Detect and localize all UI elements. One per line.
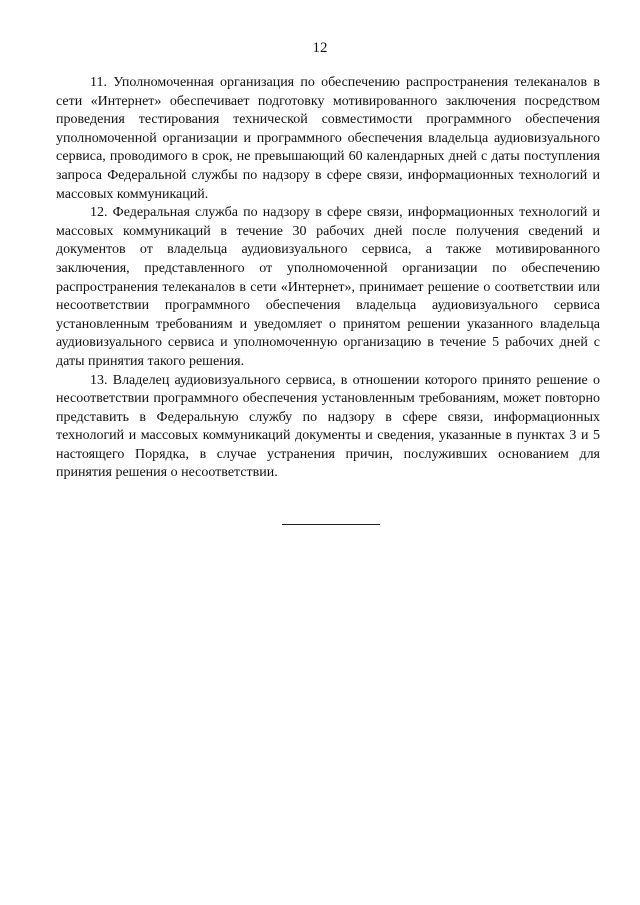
paragraph-13: 13. Владелец аудиовизуального сервиса, в отношении которого принято решение о несоответствии программного обеспечения установленным требованиям, может повторно представить в Федеральную службу по надзору в сфере связи, информационных технологий и массовых коммуникаций документы и сведения, указанные в пунктах 3 и 5 настоящего Порядка, в случае устранения причин, послуживших основанием для принятия решения о несоответствии. [56, 372, 600, 481]
paragraph-12: 12. Федеральная служба по надзору в сфере связи, информационных технологий и массовых коммуникаций в течение 30 рабочих дней после получения сведений и документов от владельца аудиовизуального сервиса, а также мотивированного заключения, представленного от уполномоченной организации по обеспечению распространения телеканалов в сети «Интернет», принимает решение о соответствии или несоответствии программного обеспечения владельца аудиовизуального сервиса установленным требованиям и уведомляет о принятом решении указанного владельца аудиовизуального сервиса и уполномоченную организацию в течение 5 рабочих дней с даты принятия такого решения. [56, 205, 600, 369]
end-separator-line [282, 524, 380, 525]
document-body [56, 74, 600, 483]
paragraph-11: 11. Уполномоченная организация по обеспечению распространения телеканалов в сети «Интернет» обеспечивает подготовку мотивированного заключения посредством проведения тестирования технической совместимости программного обеспечения уполномоченной организации и программного обеспечения владельца аудиовизуального сервиса, проводимого в срок, не превышающий 60 календарных дней с даты поступления запроса Федеральной службы по надзору в сфере связи, информационных технологий и массовых коммуникаций. [56, 75, 600, 202]
page-number: 12 [312, 40, 328, 56]
